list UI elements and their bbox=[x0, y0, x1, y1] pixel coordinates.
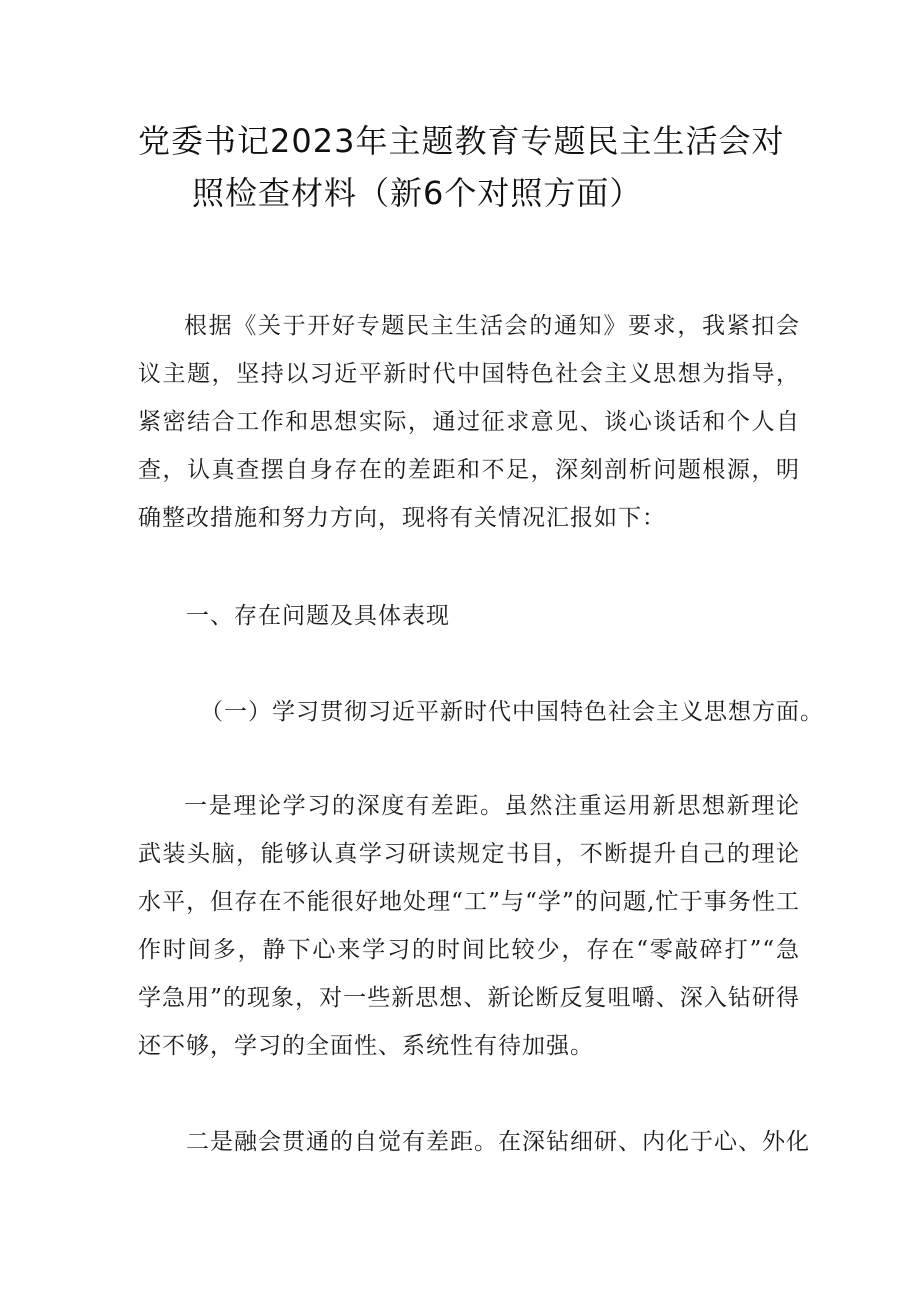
section-heading-1: 一、存在问题及具体表现 bbox=[186, 603, 450, 629]
document-title bbox=[138, 118, 818, 216]
intro-paragraph: 根据《关于开好专题民主生活会的通知》要求，我紧扣会议主题，坚持以习近平新时代中国特色社会主义思想为指导，紧密结合工作和思想实际，通过征求意见、谈心谈话和个人自查，认真查摆自身存在的差距和不足，深刻剖析问题根源，明确整改措施和努力方向，现将有关情况汇报如下： bbox=[138, 313, 800, 531]
title-line-1: 党委书记2023年主题教育专题民主生活会对 bbox=[138, 122, 785, 160]
title-line-2: 照检查材料（新6个对照方面） bbox=[192, 174, 643, 212]
point-paragraph-2: 二是融会贯通的自觉有差距。在深钻细研、内化于心、外化 bbox=[186, 1129, 810, 1155]
point-paragraph-1: 一是理论学习的深度有差距。虽然注重运用新思想新理论武装头脑，能够认真学习研读规定书目，不断提升自己的理论水平，但存在不能很好地处理“工”与“学”的问题,忙于事务性工作时间多，静下心来学习的时间比较少，存在“零敲碎打”“急学急用”的现象，对一些新思想、新论断反复咀嚼、深入钻研得还不够，学习的全面性、系统性有待加强。 bbox=[138, 793, 800, 1059]
subsection-heading-1: （一）学习贯彻习近平新时代中国特色社会主义思想方面。 bbox=[200, 699, 824, 725]
